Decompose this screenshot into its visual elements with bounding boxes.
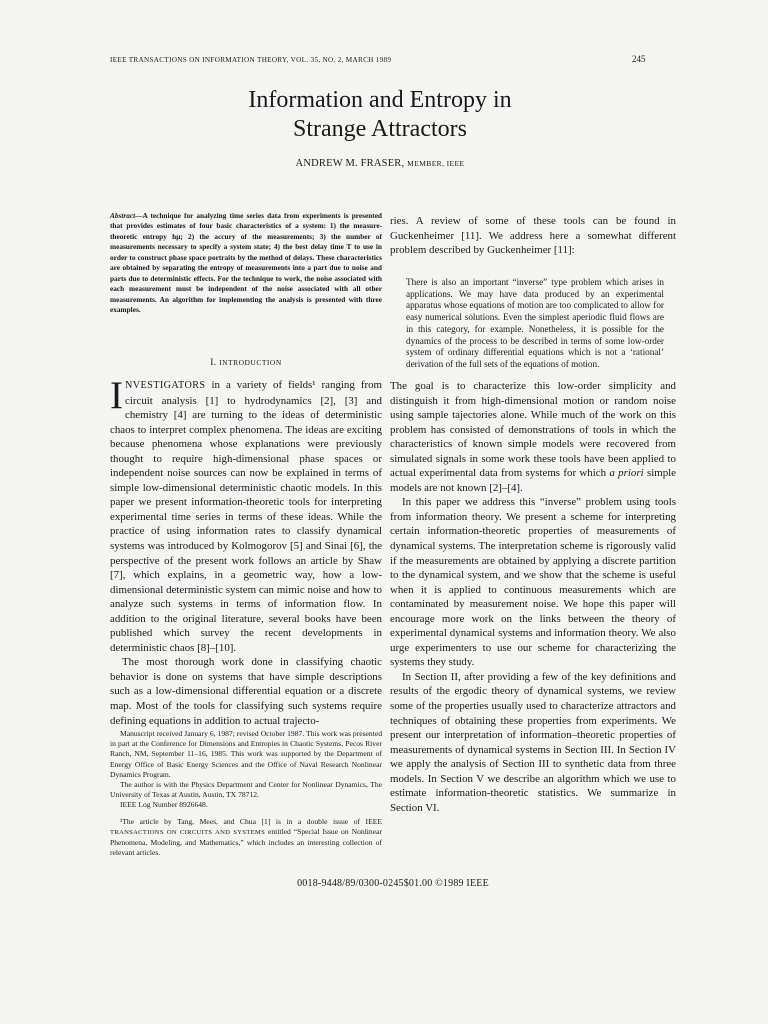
footnote-1-part-a: ¹The article by Tang, Mees, and Chua [1] is in a double issue of IEEE [120, 816, 382, 826]
page-number: 245 [632, 54, 646, 64]
paragraph [390, 379, 676, 495]
footnotes [110, 729, 382, 858]
abstract-lead: Abstract [110, 211, 136, 220]
right-paragraph-top: ries. A review of some of these tools can be found in Guckenheimer [11]. We address here a somewhat different problem described by Guckenheimer [11]: [390, 215, 676, 257]
paragraph [110, 374, 382, 655]
paper-title [110, 86, 650, 144]
title-line-2: Strange Attractors [293, 116, 467, 142]
log-number: IEEE Log Number 8926648. [120, 800, 208, 810]
author-name: ANDREW M. FRASER, [295, 158, 405, 169]
section-title: INTRODUCTION [219, 358, 282, 367]
right-column-body [390, 379, 676, 815]
section-heading-introduction [110, 358, 382, 368]
running-head: IEEE TRANSACTIONS ON INFORMATION THEORY, VOL. 35, NO. 2, MARCH 1989 [110, 56, 392, 64]
paragraph [110, 655, 382, 728]
footnote-1 [110, 817, 382, 859]
author-line [110, 158, 650, 169]
right-p1-emphasis: a priori [609, 467, 644, 480]
author-membership: MEMBER, IEEE [407, 159, 465, 168]
footnote-1-journal: TRANSACTIONS ON CIRCUITS AND SYSTEMS [110, 828, 266, 836]
drop-cap: I [110, 374, 123, 417]
right-column-top [390, 214, 676, 258]
right-p1-b: simple models are not known [2]–[4]. [390, 467, 676, 494]
intro-paragraph-2: The most thorough work done in classifying chaotic behavior is done on systems that have simple descriptions such as a low-dimensional differential equation or a discrete map. Most of the tools for classifying such systems require defining equations in addition to actual trajecto- [110, 656, 382, 727]
intro-paragraph-1: in a variety of fields¹ ranging from circuit analysis [1] to hydrodynamics [2], [3] and chemistry [4] are turning to the ideas of deterministic chaos to interpret complex phenomena. The ideas are exciting because phenomena whose explanations were previously thought to require high-dimensional phase spaces or independent noise sources can now be explained in terms of simple low-dimensional deterministic chaotic models. In this paper we present information-theoretic tools for interpreting experimental time series in terms of these ideas. While the practice of using information rates to classify dynamical systems was introduced by Kolmogorov [5] and Sinai [6], the perspective of the present work follows an article by Shaw [7], which explains, in a geometric way, how a low-dimensional deterministic system can mimic noise and how to analyze such systems in terms of information flow. In addition to the original literature, several books have been published which survey the recent developments in deterministic chaos [8]–[10]. [110, 379, 382, 654]
abstract [110, 211, 382, 316]
introduction-body [110, 374, 382, 728]
abstract-text: —A technique for analyzing time series data from experiments is presented that provides estimates of four basic characteristics of a system: 1) the measure-theoretic entropy hμ; 2) the accury of the measurements; 3) the number of measurements necessary to specify a system state; 4) the best delay time T to use in order to construct phase space portraits by the method of delays. These characteristics are obtained by separating the entropy of measurements into a part due to noise and parts due to deterministic effects. For the technique to work, the noise associated with each measurement must be independent of the noise associated with all other measurements. An algorithm for implementing the analysis is presented with three examples. [110, 211, 382, 315]
right-p1-a: The goal is to characterize this low-order simplicity and distinguish it from high-dimensional motion or random noise using sample tajectories alone. While much of the work on this problem has consisted of demonstrations of tools in which the characteristics of known simple models were recovered from simulated signals in some work these tools have been applied to actual experimental data from systems for which [390, 380, 676, 480]
title-line-1: Information and Entropy in [248, 87, 512, 113]
manuscript-note: Manuscript received January 6, 1987; revised October 1987. This work was presented in part at the Conference for Dimensions and Entropies in Chaotic Systems, Pecos River Ranch, NM, September 11–16, 1985. This work was supported by the Department of Energy Office of Basic Energy Sciences and the Office of Naval Research Nonlinear Dynamics Program. [110, 729, 382, 779]
copyright-footer: 0018-9448/89/0300-0245$01.00 ©1989 IEEE [297, 878, 489, 889]
lead-word: NVESTIGATORS [125, 380, 206, 391]
affiliation-note: The author is with the Physics Department and Center for Nonlinear Dynamics, The University of Texas at Austin, Austin, TX 78712. [110, 780, 382, 800]
right-paragraph-3: In Section II, after providing a few of the key definitions and results of the ergodic theory of dynamical systems, we review some of the properties usually used to characterize attractors and techniques of obtaining these properties from experiments. We present our interpretation of information–theoretic properties of measurements of dynamical systems in Section III. In Section IV we apply the analysis of Section III to synthetic data from three models. In Section V we describe an algorithm which we use to estimate information-theoretic statistics. We summarize in Section VI. [390, 670, 676, 814]
right-paragraph-2: In this paper we address this “inverse” problem using tools from information theory. We present a scheme for interpreting certain information-theoretic properties of measurements of dynamical systems. The interpretation scheme is rigorously valid if the measurements are obtained by applying a discrete partition to the dynamical system, and we show that the scheme is useful when it is applied to continuous measurements which are contaminated by measurement noise. We hope this paper will encourage more work on the links between the theory of experimental dynamical systems and information theory. We also urge experimenters to use our scheme for characterizing the systems they study. [390, 496, 676, 669]
section-number: I. [210, 358, 217, 368]
block-quote: There is also an important “inverse” type problem which arises in applications. We may have data produced by an experimental apparatus whose equations of motion are too complicated to allow for easy numerical solutions. Even the simplest aperiodic fluid flows are in this category, for example. Nonetheless, it is possible for the dynamics of the process to be described in terms of some low-order system of ordinary differential equations which is not a ‘rational’ derivation of the full sets of the equations of motion. [406, 277, 664, 369]
footnote-1-part-b: entitled “Special Issue on Nonlinear Phenomena, Modeling, and Mathematics,” which includes an interesting collection of relevant articles. [110, 826, 382, 858]
